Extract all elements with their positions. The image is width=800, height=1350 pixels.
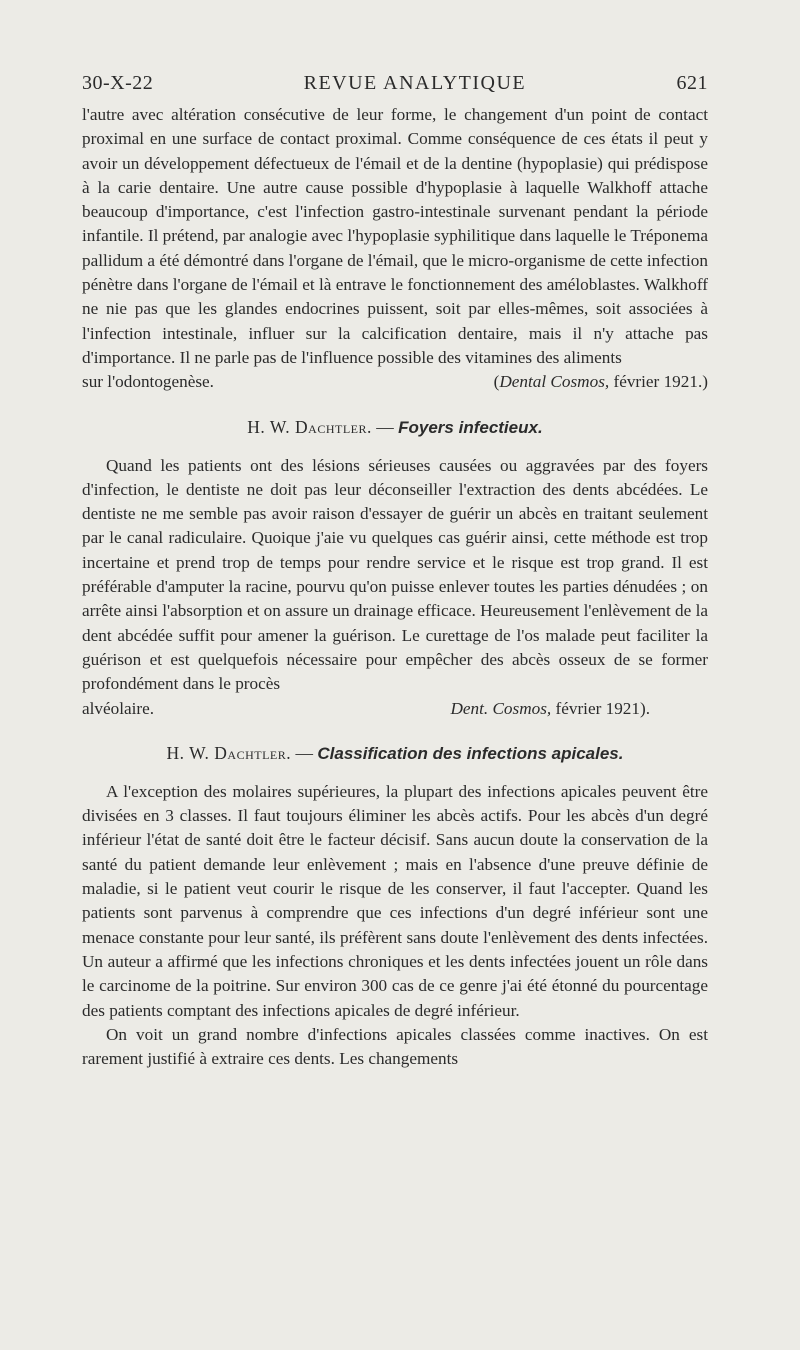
foyers-paragraph: Quand les patients ont des lésions sérieuses causées ou aggravées par des foyers d'infection, le dentiste ne doit pas leur déconseiller l'extraction des dents abcédées. Le dentiste ne me semble pas avoir raison d'essayer de guérir un abcès en traitant seulement par le canal radiculaire. Quoique j'aie vu quelques cas guérir ainsi, cette méthode est trop incertaine et prend trop de temps pour rendre service et le risque est trop grand. Il est préférable d'amputer la racine, pourvu qu'on puisse enlever toutes les parties dénudées ; on arrête ainsi l'absorption et on assure un drainage efficace. Heureusement l'enlèvement de la dent abcédée suffit pour amener la guérison. Le curettage de l'os malade peut faciliter la guérison et est quelquefois nécessaire pour empêcher des abcès osseux de se former profondément dans le procès <box>82 455 708 694</box>
continued-paragraph: l'autre avec altération consécutive de leur forme, le changement d'un point de contact proximal en une surface de contact proximal. Comme conséquence de ces états il peut y avoir un développement défectueux de l'émail et de la dentine (hypoplasie) qui prédispose à la carie dentaire. Une autre cause possible d'hypoplasie à laquelle Walkhoff attache beaucoup d'importance, c'est l'infection gastro-intestinale survenant pendant la période infantile. Il prétend, par analogie avec l'hypoplasie syphilitique dans laquelle le Tréponema pallidum a été démontré dans l'organe de l'émail, que le micro-organisme de cette infection pénètre dans l'organe de l'émail et là entrave le fonctionnement des améloblastes. Walkhoff ne nie pas que les glandes endocrines puissent, soit par elles-mêmes, soit associées à l'infection intestinale, influer sur la calcification dentaire, mais il n'y attache pas d'importance. Il ne parle pas de l'influence possible des vitamines des aliments <box>82 105 708 367</box>
last-line-2: alvéolaire. <box>82 698 155 718</box>
classification-paragraph-1: A l'exception des molaires supérieures, la plupart des infections apicales peuvent être divisées en 3 classes. Il faut toujours éliminer les abcès actifs. Pour les abcès d'un degré inférieur l'état de santé doit être le facteur décisif. Sans aucun doute la conservation de la santé du patient demande leur enlèvement ; mais en l'absence d'une preuve définie de maladie, si le patient veut courir le risque de les conserver, il faut l'accepter. Quand les patients sont parvenus à comprendre que ces infections d'un degré inférieur sont une menace constante pour leur santé, ils préfèrent sans doute l'enlèvement des dents infectées. Un auteur a affirmé que les infections chroniques et les dents infectées jouent un rôle dans le carcinome de la poitrine. Sur environ 300 cas de ce genre j'ai été étonné du pourcentage des patients comptant des infections apicales de degré inférieur. <box>82 781 708 1020</box>
section-author: H. W. Dachtler. <box>247 416 372 437</box>
running-header <box>82 72 708 95</box>
section-heading-foyers: H. W. Dachtler. — Foyers infectieux. <box>247 416 543 437</box>
citation-date-2: février 1921). <box>555 698 650 718</box>
header-date: 30-X-22 <box>82 72 154 94</box>
citation-1: (Dental Cosmos, février 1921.) <box>493 372 708 392</box>
citation-source-1: Dental Cosmos, <box>499 372 610 392</box>
header-title: REVUE ANALYTIQUE <box>303 72 527 94</box>
citation-line-2 <box>82 697 708 721</box>
section-author: H. W. Dachtler. <box>166 742 292 763</box>
section-heading-classification: H. W. Dachtler. — Classification des infections apicales. <box>166 742 624 763</box>
citation-line-1 <box>82 370 708 394</box>
citation-source-2: Dent. Cosmos, <box>450 698 552 718</box>
classification-paragraph-2: On voit un grand nombre d'infections apicales classées comme inactives. On est rarement justifié à extraire ces dents. Les changements <box>82 1024 708 1069</box>
citation-date-1: février 1921. <box>613 372 703 392</box>
page-number: 621 <box>676 72 708 94</box>
section-title-foyers: Foyers infectieux. <box>398 417 543 437</box>
last-line-1: sur l'odontogenèse. <box>82 372 214 392</box>
section-title-classification: Classification des infections apicales. <box>317 743 624 763</box>
citation-2 <box>450 697 708 721</box>
